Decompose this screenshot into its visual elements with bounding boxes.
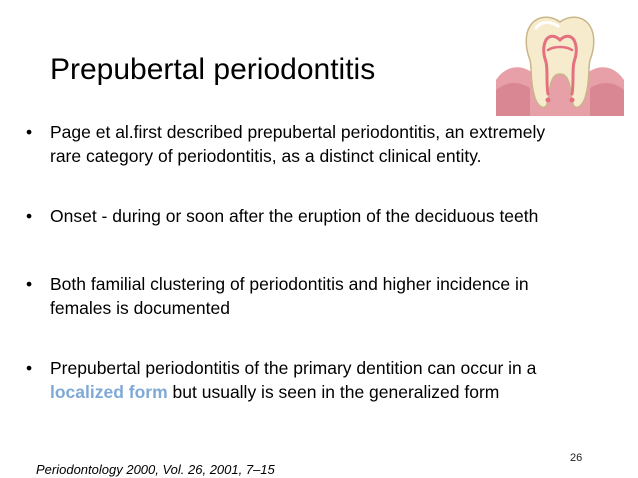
bullet-text (50, 204, 630, 228)
bullet-marker: • (26, 358, 33, 378)
bullet-line (50, 380, 630, 404)
bullet-line: Prepubertal periodontitis of the primary dentition can occur in a (50, 358, 537, 378)
bullet-line: Onset - during or soon after the eruption of the deciduous teeth (50, 206, 539, 226)
bullet-line-rest: but usually is seen in the generalized form (167, 382, 500, 402)
slide-title: Prepubertal periodontitis (50, 53, 376, 86)
citation: Periodontology 2000, Vol. 26, 2001, 7–15 (36, 462, 275, 477)
bullet-line: rare category of periodontitis, as a distinct clinical entity. (50, 146, 482, 166)
bullet-text (50, 120, 630, 168)
bullet-text (50, 356, 630, 404)
bullet-marker: • (26, 206, 33, 226)
bullet-line: Both familial clustering of periodontitis and higher incidence in (50, 274, 529, 294)
bullet-marker: • (26, 274, 33, 294)
bullet-line: females is documented (50, 298, 230, 318)
tooth-illustration-icon (494, 10, 626, 118)
bullet-marker: • (26, 122, 33, 142)
bullet-text (50, 272, 630, 320)
page-number: 26 (570, 452, 583, 464)
bullet-line: Page et al.first described prepubertal periodontitis, an extremely (50, 122, 546, 142)
highlighted-term: localized form (50, 382, 168, 402)
